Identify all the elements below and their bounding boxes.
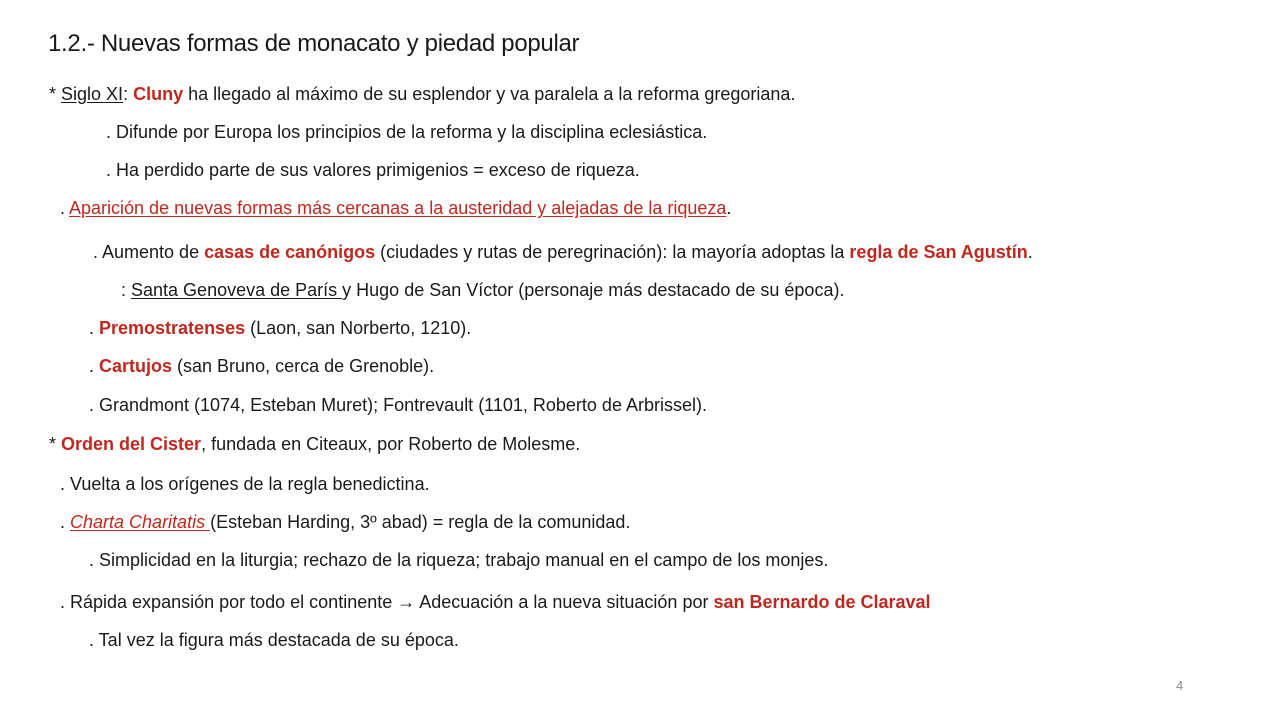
text-line [60, 510, 630, 534]
text-segment: y Hugo de San Víctor (personaje más destacado de su época). [342, 280, 845, 300]
text-segment: . [1027, 242, 1033, 262]
text-segment: . Vuelta a los orígenes de la regla benedictina. [60, 474, 430, 494]
text-segment: ha llegado al máximo de su esplendor y va paralela a la reforma gregoriana. [183, 84, 796, 104]
text-segment: . Difunde por Europa los principios de la reforma y la disciplina eclesiástica. [106, 122, 708, 142]
text-segment: . Tal vez la figura más destacada de su época. [89, 630, 459, 650]
text-segment: * [49, 434, 62, 454]
highlighted-text-segment: Aparición de nuevas formas más cercanas a la austeridad y alejadas de la riqueza [69, 198, 727, 218]
highlighted-text-segment: Cartujos [99, 356, 173, 376]
text-segment: (Esteban Harding, 3º abad) = regla de la comunidad. [210, 512, 631, 532]
text-line [89, 316, 471, 340]
text-segment: : [123, 84, 134, 104]
text-line [121, 278, 844, 302]
text-segment: . [726, 198, 732, 218]
text-line [89, 548, 828, 572]
text-segment: . [60, 512, 71, 532]
highlighted-text-segment: Siglo XI [61, 84, 124, 104]
text-segment: . Simplicidad en la liturgia; rechazo de la riqueza; trabajo manual en el campo de los monjes. [89, 550, 829, 570]
text-line [89, 393, 707, 417]
text-segment: . [89, 318, 100, 338]
text-segment: (san Bruno, cerca de Grenoble). [172, 356, 435, 376]
text-line [93, 240, 1033, 264]
text-segment: → [397, 592, 416, 612]
text-segment: (ciudades y rutas de peregrinación): la mayoría adoptas la [375, 242, 850, 262]
highlighted-text-segment: Charta Charitatis [70, 512, 211, 532]
text-line [60, 196, 731, 220]
highlighted-text-segment: Orden del Cister [61, 434, 202, 454]
text-segment: . [60, 198, 70, 218]
text-segment: . Rápida expansión por todo el continente [60, 592, 398, 612]
text-segment: (Laon, san Norberto, 1210). [245, 318, 472, 338]
highlighted-text-segment: regla de San Agustín [849, 242, 1028, 262]
slide-title: 1.2.- Nuevas formas de monacato y piedad popular [48, 30, 580, 57]
highlighted-text-segment: san Bernardo de Claraval [713, 592, 931, 612]
highlighted-text-segment: Cluny [133, 84, 184, 104]
text-line [49, 432, 580, 456]
text-line [89, 628, 459, 652]
text-line [49, 82, 795, 106]
text-segment: Adecuación a la nueva situación por [415, 592, 714, 612]
text-segment: . Ha perdido parte de sus valores primigenios = exceso de riqueza. [106, 160, 640, 180]
page-number: 4 [1176, 678, 1184, 693]
highlighted-text-segment: Santa Genoveva de París [131, 280, 343, 300]
text-segment: , fundada en Citeaux, por Roberto de Molesme. [201, 434, 581, 454]
text-line [106, 120, 707, 144]
text-line [106, 158, 640, 182]
highlighted-text-segment: Premostratenses [99, 318, 246, 338]
text-line [60, 472, 430, 496]
text-segment: . Aumento de [93, 242, 205, 262]
highlighted-text-segment: casas de canónigos [204, 242, 376, 262]
text-segment: * [49, 84, 62, 104]
text-line [89, 354, 434, 378]
text-segment: : [121, 280, 132, 300]
text-segment: . Grandmont (1074, Esteban Muret); Fontrevault (1101, Roberto de Arbrissel). [89, 395, 707, 415]
text-line [60, 590, 931, 614]
text-segment: . [89, 356, 100, 376]
